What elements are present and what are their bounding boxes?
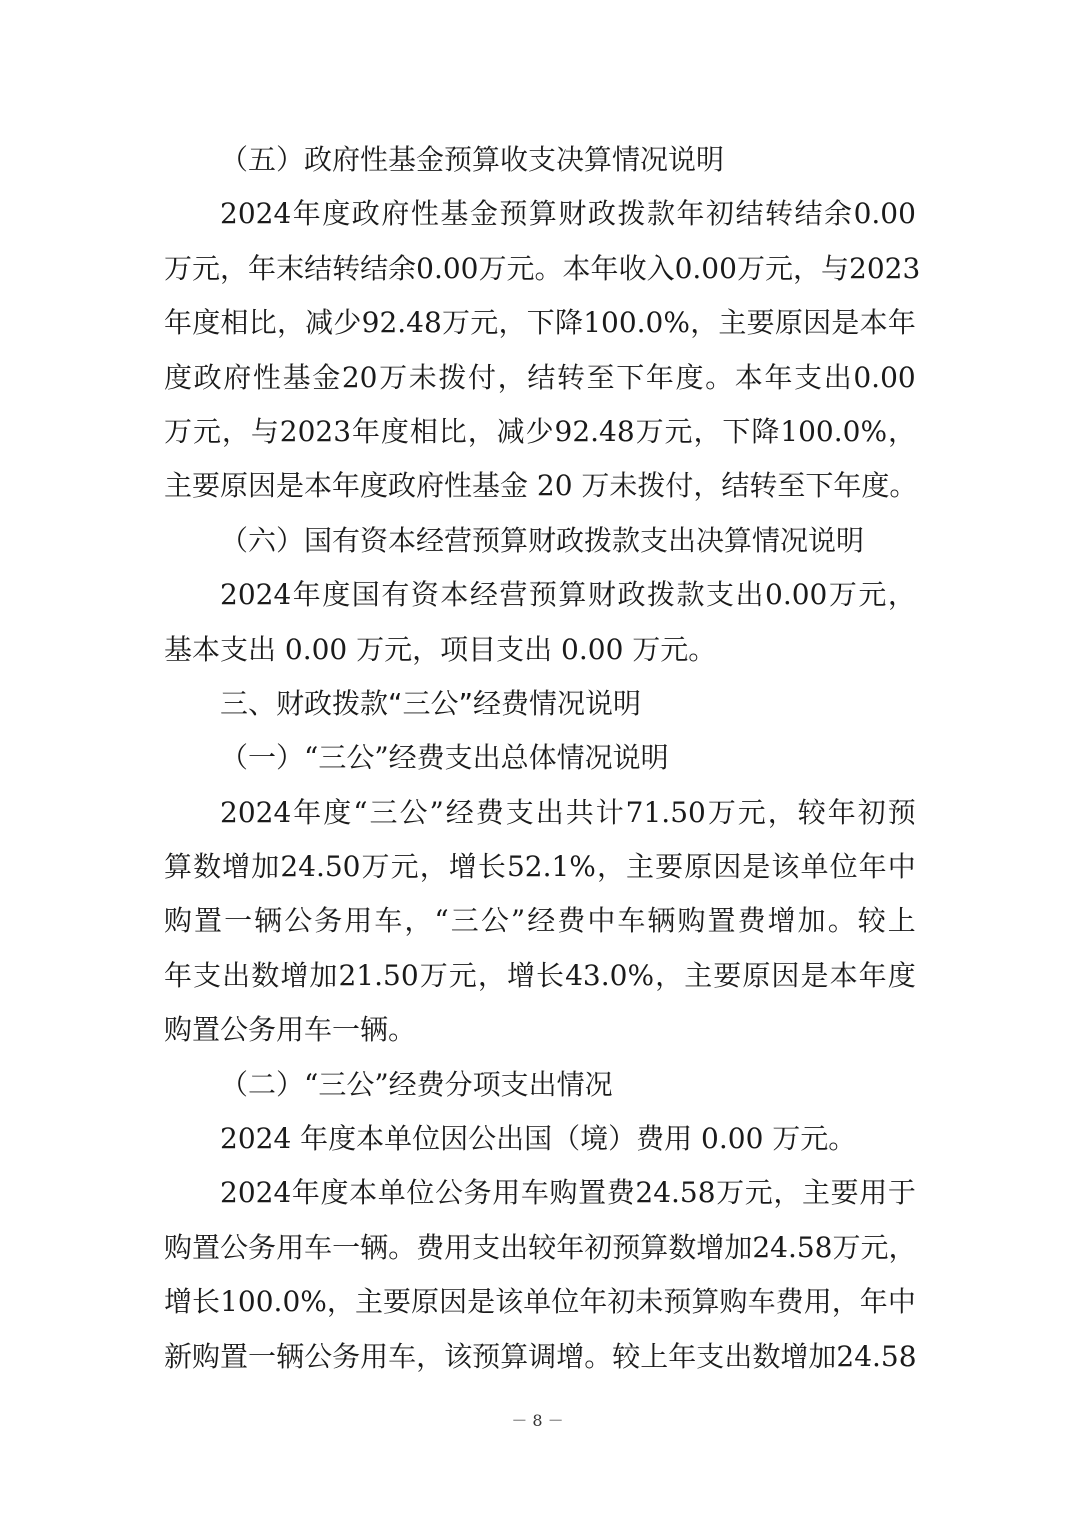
paragraph-line: 2024 年 度 “ 三 公 ” 经 费 支 出 共 计 71.50 万 元 ， 较 年 初 预	[220, 795, 916, 829]
paragraph-line: 2024 年 度 政 府 性 基 金 预 算 财 政 拨 款 年 初 结 转 结 余 0.00	[220, 197, 916, 231]
paragraph-line: 购置公务用车一辆。	[164, 1013, 417, 1047]
paragraph-line: 2024 年 度 国 有 资 本 经 营 预 算 财 政 拨 款 支 出 0.00 万 元 ，	[220, 578, 916, 612]
section-heading-5: （五）政府性基金预算收支决算情况说明	[220, 143, 725, 176]
paragraph-line: 2024 年度本单位因公出国（境）费用 0.00 万元。	[220, 1122, 857, 1156]
section-heading-2: （二）“三公”经费分项支出情况	[220, 1067, 613, 1101]
paragraph-line: 万 元 ， 年 末 结 转 结 余 0.00 万 元 。 本 年 收 入 0.00 万 元 ， 与 2023	[164, 251, 921, 285]
section-heading-1: （一）“三公”经费支出总体情况说明	[220, 741, 669, 775]
paragraph-line: 算 数 增 加 24.50 万 元 ， 增 长 52.1% ， 主 要 原 因 是 该 单 位 年 中	[164, 850, 916, 884]
paragraph-line: 基本支出 0.00 万元，项目支出 0.00 万元。	[164, 632, 717, 666]
paragraph-line: 度 政 府 性 基 金 20 万 未 拨 付 ， 结 转 至 下 年 度 。 本 年 支 出 0.00	[164, 360, 916, 394]
chapter-heading-3: 三、财政拨款“三公”经费情况说明	[220, 686, 642, 720]
paragraph-line: 年 支 出 数 增 加 21.50 万 元 ， 增 长 43.0% ， 主 要 原 因 是 本 年 度	[164, 958, 916, 992]
paragraph-line: 主要原因是本年度政府性基金 20 万未拨付，结转至下年度。	[164, 469, 918, 503]
paragraph-line: 2024 年 度 本 单 位 公 务 用 车 购 置 费 24.58 万 元 ， 主 要 用 于	[220, 1176, 916, 1210]
document-body	[164, 133, 921, 1384]
section-heading-6: （六）国有资本经营预算财政拨款支出决算情况说明	[220, 523, 865, 557]
paragraph-line: 购 置 公 务 用 车 一 辆 。 费 用 支 出 较 年 初 预 算 数 增 加 24.58 万 元 ，	[164, 1230, 917, 1264]
paragraph-line: 增 长 100.0% ， 主 要 原 因 是 该 单 位 年 初 未 预 算 购 车 费 用 ， 年 中	[164, 1285, 916, 1319]
paragraph-line: 万 元 ， 与 2023 年 度 相 比 ， 减 少 92.48 万 元 ， 下 降 100.0% ，	[164, 414, 916, 448]
paragraph-line: 购 置 一 辆 公 务 用 车 ， “ 三 公 ” 经 费 中 车 辆 购 置 费 增 加 。 较 上	[164, 904, 916, 938]
page-number: － 8 －	[511, 1411, 564, 1430]
paragraph-line: 新 购 置 一 辆 公 务 用 车 ， 该 预 算 调 增 。 较 上 年 支 出 数 增 加 24.58	[164, 1339, 917, 1373]
paragraph-line: 年 度 相 比 ， 减 少 92.48 万 元 ， 下 降 100.0% ， 主 要 原 因 是 本 年	[164, 306, 916, 340]
